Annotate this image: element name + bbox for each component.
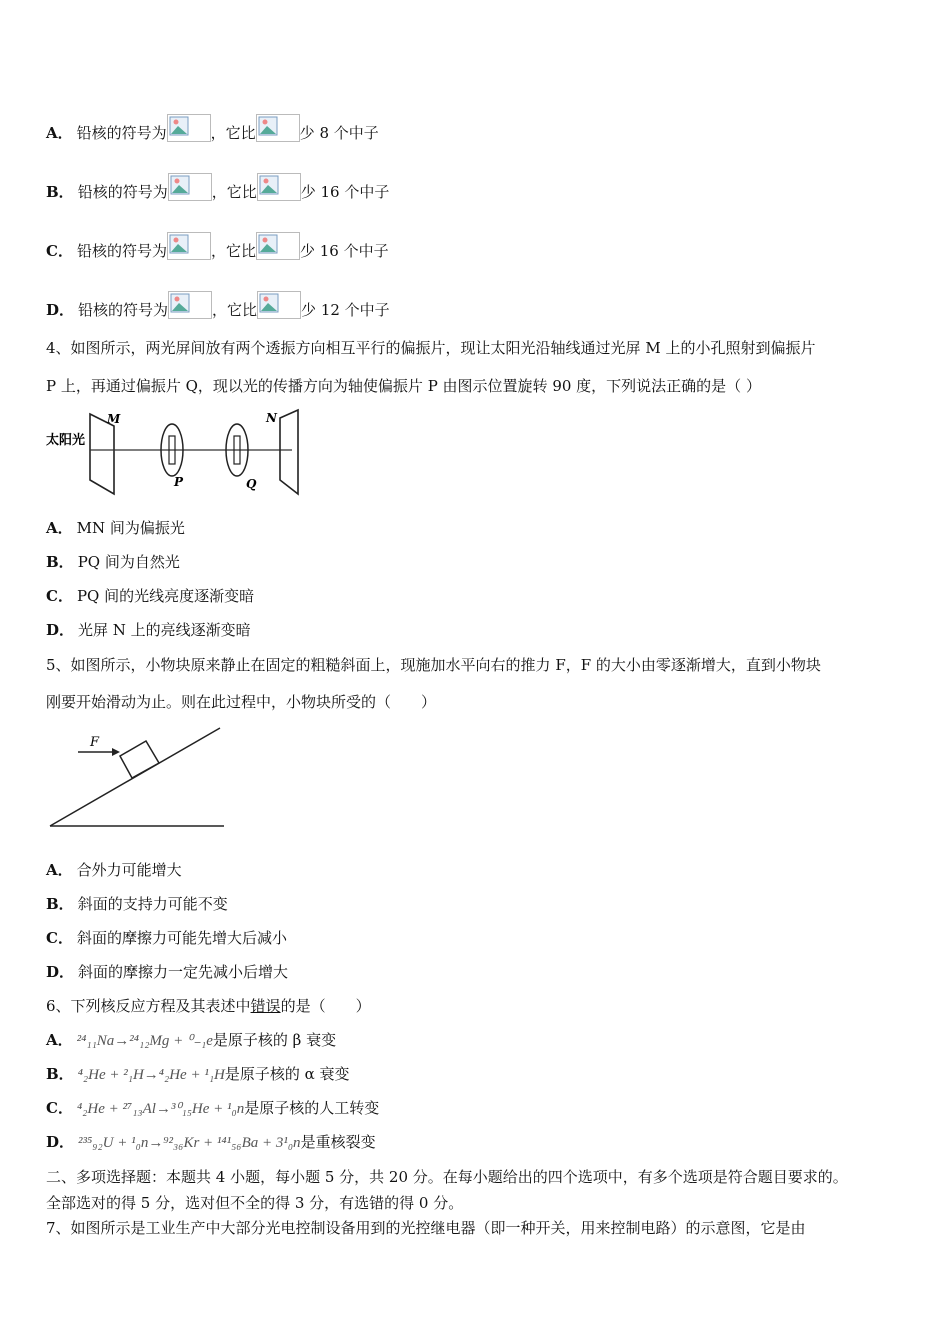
option-text: PQ 间的光线亮度逐渐变暗 (76, 587, 255, 605)
option-label: A． (46, 1031, 73, 1049)
q6-option-d (46, 1132, 376, 1153)
q3-option-a (46, 114, 379, 143)
option-text: 铅核的符号为 (77, 183, 168, 201)
image-placeholder-icon (167, 232, 211, 260)
option-text: PQ 间为自然光 (77, 553, 180, 571)
stem-text: 的是（ ） (280, 997, 371, 1015)
option-text: ，它比 (210, 242, 256, 260)
option-label: B． (46, 183, 74, 201)
block (120, 741, 159, 778)
q5-stem-line1: 5、如图所示，小物块原来静止在固定的粗糙斜面上，现施加水平向右的推力 F，F 的大小由零逐渐增大，直到小物块 (46, 656, 821, 674)
sun-label: 太阳光 (46, 433, 86, 448)
option-text: 斜面的摩擦力一定先减小后增大 (78, 963, 289, 981)
section2-line2: 全部选对的得 5 分，选对但不全的得 3 分，有选错的得 0 分。 (46, 1194, 464, 1212)
q5-stem-line2: 刚要开始滑动为止。则在此过程中，小物块所受的（ ） (46, 693, 437, 711)
option-text: ，它比 (212, 301, 258, 319)
image-placeholder-icon (257, 173, 301, 201)
q6-option-c (46, 1098, 379, 1119)
polarizer-figure (44, 408, 314, 503)
q4-option-d (46, 620, 251, 640)
option-label: B． (46, 553, 74, 571)
p-label: P (174, 475, 184, 489)
arrowhead (112, 748, 120, 756)
incline-figure (46, 724, 228, 830)
q5-option-a (46, 860, 182, 880)
m-label: M (107, 412, 121, 426)
q5-option-b (46, 894, 228, 914)
option-text: 斜面的支持力可能不变 (77, 895, 228, 913)
option-text: 是原子核的人工转变 (244, 1099, 380, 1117)
q3-option-c (46, 232, 389, 261)
image-placeholder-icon (256, 114, 300, 142)
image-placeholder-icon (168, 173, 212, 201)
q6-stem (46, 996, 371, 1016)
option-text: 少 16 个中子 (299, 242, 389, 260)
q5-option-d (46, 962, 288, 982)
option-text: 铅核的符号为 (76, 124, 167, 142)
option-label: C． (46, 929, 73, 947)
nuclear-equation: ²⁴₁₁Na→²⁴₁₂Mg + ⁰₋₁e (76, 1033, 213, 1049)
nuclear-equation: ⁴₂He + ²⁷₁₃Al→³⁰₁₅He + ¹₀n (76, 1101, 245, 1117)
stem-emphasis: 错误 (250, 997, 281, 1015)
option-text: 少 16 个中子 (300, 183, 390, 201)
image-placeholder-icon (257, 291, 301, 319)
screen-m (90, 414, 114, 494)
option-label: A． (46, 124, 73, 142)
option-text: 光屏 N 上的亮线逐渐变暗 (78, 621, 251, 639)
section2-line1: 二、多项选择题：本题共 4 小题，每小题 5 分，共 20 分。在每小题给出的四个选项中，有多个选项是符合题目要求的。 (46, 1168, 848, 1186)
option-text: 合外力可能增大 (76, 861, 182, 879)
q5-option-c (46, 928, 287, 948)
image-placeholder-icon (167, 114, 211, 142)
q4-stem-line1: 4、如图所示，两光屏间放有两个透振方向相互平行的偏振片，现让太阳光沿轴线通过光屏 M 上的小孔照射到偏振片 (46, 339, 816, 357)
option-label: B． (46, 895, 74, 913)
option-text: 是原子核的 α 衰变 (224, 1065, 350, 1083)
stem-text: 6、下列核反应方程及其表述中 (46, 997, 251, 1015)
q3-option-d (46, 291, 390, 320)
image-placeholder-icon (256, 232, 300, 260)
option-label: B． (46, 1065, 74, 1083)
option-label: D． (46, 963, 75, 981)
option-label: C． (46, 242, 73, 260)
q4-option-c (46, 586, 254, 606)
option-text: 斜面的摩擦力可能先增大后减小 (76, 929, 287, 947)
option-label: A． (46, 861, 73, 879)
option-text: ，它比 (211, 183, 257, 201)
option-text: ，它比 (210, 124, 256, 142)
option-label: D． (46, 301, 75, 319)
option-text: MN 间为偏振光 (76, 519, 185, 537)
option-text: 是重核裂变 (300, 1133, 376, 1151)
q7-stem-line1: 7、如图所示是工业生产中大部分光电控制设备用到的光控继电器（即一种开关，用来控制电路）的示意图，它是由 (46, 1219, 806, 1237)
option-text: 铅核的符号为 (78, 301, 169, 319)
nuclear-equation: ⁴₂He + ²₁H→⁴₂He + ¹₁H (77, 1067, 225, 1083)
option-label: C． (46, 1099, 73, 1117)
image-placeholder-icon (168, 291, 212, 319)
f-label: F (90, 735, 100, 750)
q4-stem-line2: P 上，再通过偏振片 Q，现以光的传播方向为轴使偏振片 P 由图示位置旋转 90 度，下列说法正确的是（ ） (46, 377, 761, 395)
q3-option-b (46, 173, 389, 202)
screen-n (280, 410, 298, 494)
q6-option-a (46, 1030, 336, 1051)
option-text: 是原子核的 β 衰变 (212, 1031, 337, 1049)
q4-option-a (46, 518, 185, 538)
nuclear-equation: ²³⁵₉₂U + ¹₀n→⁹²₃₆Kr + ¹⁴¹₅₆Ba + 3¹₀n (78, 1135, 301, 1151)
q-label: Q (246, 477, 257, 491)
option-label: C． (46, 587, 73, 605)
option-label: A． (46, 519, 73, 537)
option-label: D． (46, 621, 75, 639)
option-text: 少 8 个中子 (299, 124, 379, 142)
option-text: 铅核的符号为 (76, 242, 167, 260)
n-label: N (266, 411, 277, 425)
q4-option-b (46, 552, 180, 572)
q6-option-b (46, 1064, 350, 1085)
option-label: D． (46, 1133, 75, 1151)
option-text: 少 12 个中子 (301, 301, 390, 319)
